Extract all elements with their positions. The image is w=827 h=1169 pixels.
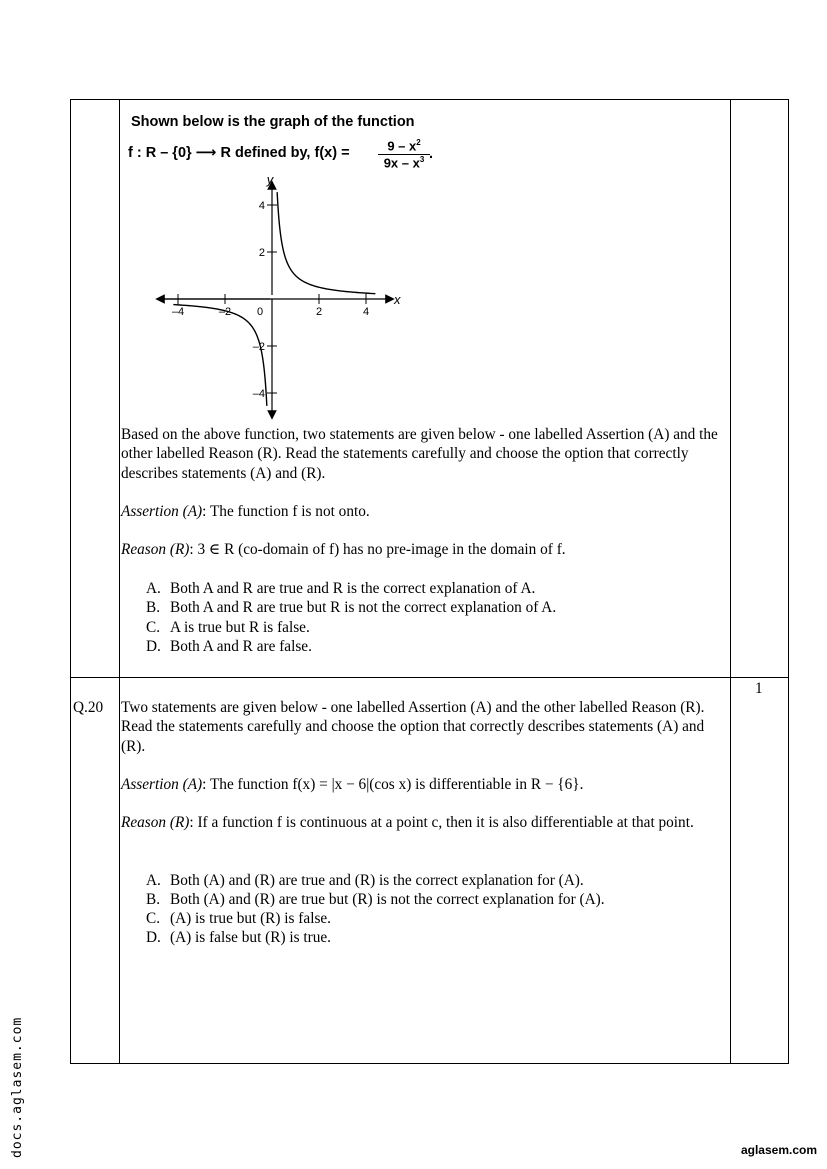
y-axis-label: y (266, 175, 274, 187)
option-text: (A) is false but (R) is true. (170, 929, 332, 946)
y-tick-label: 4 (258, 200, 265, 212)
watermark: docs.aglasem.com (10, 1016, 25, 1158)
x-axis-label: x (394, 292, 401, 307)
fraction-numerator: 9 – x (387, 138, 417, 154)
q20-option-a[interactable] (146, 871, 584, 890)
numerator-exponent: 2 (416, 138, 421, 147)
option-letter: A. (146, 872, 161, 889)
x-tick-label: –4 (171, 306, 185, 318)
option-letter: A. (146, 580, 161, 597)
assertion-label: Assertion (A) (121, 503, 203, 520)
column-divider (119, 100, 120, 1063)
x-tick-label: 0 (256, 306, 264, 318)
q19-option-b[interactable] (146, 598, 556, 617)
option-letter: C. (146, 910, 161, 927)
assertion-text: : The function f(x) = |x − 6|(cos x) is differentiable in R − {6}. (202, 776, 584, 793)
assertion-text: : The function f is not onto. (202, 503, 370, 520)
q19-intro: Based on the above function, two statements are given below - one labelled Assertion (A) and the other labelled Reason (R). Read the statements carefully and choose the option that correctly describes statements (A) and (R). (121, 426, 718, 482)
q20-option-b[interactable] (146, 890, 605, 909)
curve-right-branch (277, 192, 375, 293)
q19-option-d[interactable] (146, 637, 312, 656)
graph-heading: Shown below is the graph of the function (131, 114, 415, 130)
y-tick-label: 2 (258, 247, 265, 259)
x-tick-label: –2 (218, 306, 232, 318)
q20-intro: Two statements are given below - one labelled Assertion (A) and the other labelled Reason (R). Read the statements carefully and choose the option that correctly describes statements (A) and (R). (121, 699, 705, 755)
x-tick-label: 2 (315, 306, 323, 318)
column-divider (730, 100, 731, 1063)
option-text: Both (A) and (R) are true but (R) is not the correct explanation for (A). (170, 891, 605, 908)
q20-assertion (121, 775, 729, 794)
fraction-denominator: 9x – x (383, 155, 420, 171)
option-letter: B. (146, 599, 161, 616)
q20-reason (121, 813, 721, 832)
reason-label: Reason (R) (121, 814, 190, 831)
y-tick-label: –4 (252, 388, 265, 400)
function-graph (150, 175, 410, 425)
option-text: Both A and R are true and R is the correct explanation of A. (170, 580, 536, 597)
option-letter: D. (146, 638, 161, 655)
q20-option-c[interactable] (146, 909, 331, 928)
reason-label: Reason (R) (121, 541, 190, 558)
fraction (378, 138, 430, 171)
option-text: (A) is true but (R) is false. (170, 910, 332, 927)
footer-brand: aglasem.com (740, 1143, 817, 1157)
q20-option-d[interactable] (146, 928, 331, 947)
option-text: Both A and R are false. (170, 638, 312, 655)
q19-assertion (121, 502, 729, 521)
assertion-label: Assertion (A) (121, 776, 203, 793)
function-definition (128, 145, 350, 161)
definition-period: . (429, 146, 434, 162)
y-tick-label: –2 (252, 341, 265, 353)
q19-reason (121, 540, 729, 559)
denominator-exponent: 3 (419, 155, 425, 165)
definition-prefix: f : R – {0} ⟶ R defined by, f(x) = (128, 145, 350, 161)
marks: 1 (755, 680, 763, 697)
q19-option-a[interactable] (146, 579, 535, 598)
option-text: Both (A) and (R) are true and (R) is the correct explanation for (A). (170, 872, 584, 889)
row-divider (71, 677, 788, 678)
reason-text: : If a function f is continuous at a point c, then it is also differentiable at that point. (189, 814, 694, 831)
option-text: A is true but R is false. (170, 619, 310, 636)
option-letter: D. (146, 929, 161, 946)
option-letter: B. (146, 891, 161, 908)
question-number: Q.20 (73, 699, 104, 716)
x-tick-label: 4 (362, 306, 370, 318)
option-text: Both A and R are true but R is not the correct explanation of A. (170, 599, 557, 616)
option-letter: C. (146, 619, 161, 636)
reason-text: : 3 ∈ R (co-domain of f) has no pre-image in the domain of f. (189, 541, 566, 558)
q19-option-c[interactable] (146, 618, 310, 637)
